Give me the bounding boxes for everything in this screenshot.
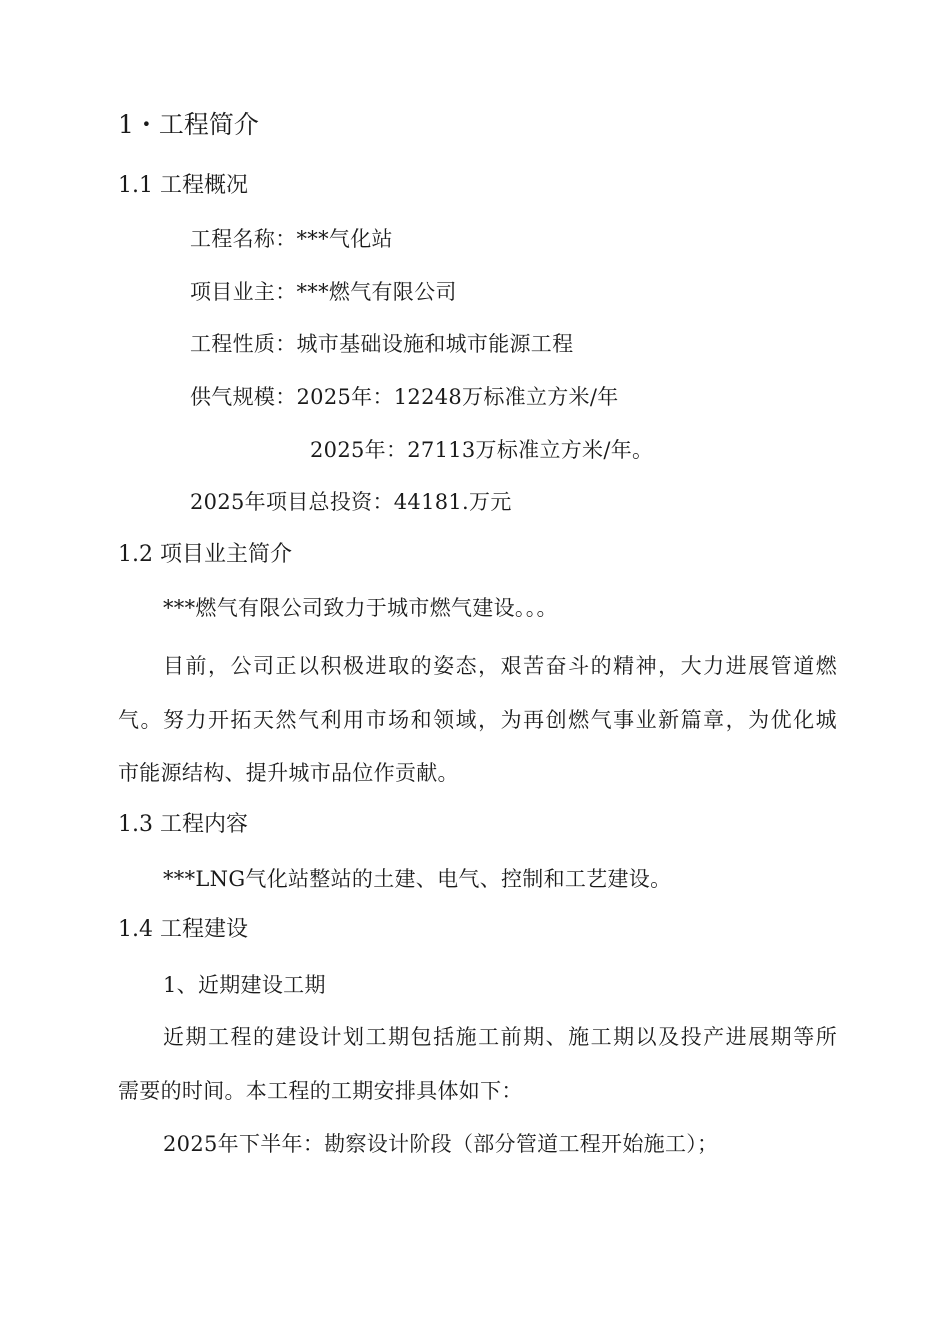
paragraph-line: 目前，公司正以积极进取的姿态，艰苦奋斗的精神，大力进展管道燃 (163, 654, 837, 678)
supply-scale-line: 供气规模：2025年：12248万标准立方米/年 (190, 385, 619, 409)
schedule-line: 2025年下半年：勘察设计阶段（部分管道工程开始施工）； (163, 1132, 719, 1156)
paragraph: ***燃气有限公司致力于城市燃气建设。。。 (163, 596, 558, 620)
section-heading: 1・工程简介 (118, 110, 259, 139)
subsection-heading: 1.1 工程概况 (118, 173, 248, 198)
supply-scale-line-2: 2025年：27113万标准立方米/年。 (310, 438, 654, 462)
project-name-line: 工程名称：***气化站 (190, 227, 393, 251)
paragraph-line: 市能源结构、提升城市品位作贡献。 (118, 761, 459, 785)
nature-line: 工程性质：城市基础设施和城市能源工程 (190, 332, 574, 356)
subsection-heading: 1.3 工程内容 (118, 812, 248, 837)
owner-line: 项目业主：***燃气有限公司 (190, 280, 457, 304)
paragraph-line: 气。努力开拓天然气利用市场和领域，为再创燃气事业新篇章，为优化城 (118, 708, 837, 732)
subsection-heading: 1.2 项目业主简介 (118, 542, 292, 567)
paragraph: ***LNG气化站整站的土建、电气、控制和工艺建设。 (163, 867, 672, 891)
paragraph-line: 近期工程的建设计划工期包括施工前期、施工期以及投产进展期等所 (163, 1025, 837, 1049)
list-item: 1、近期建设工期 (163, 973, 326, 997)
investment-line: 2025年项目总投资：44181.万元 (190, 490, 512, 514)
paragraph-line: 需要的时间。本工程的工期安排具体如下： (118, 1079, 523, 1103)
subsection-heading: 1.4 工程建设 (118, 917, 248, 942)
